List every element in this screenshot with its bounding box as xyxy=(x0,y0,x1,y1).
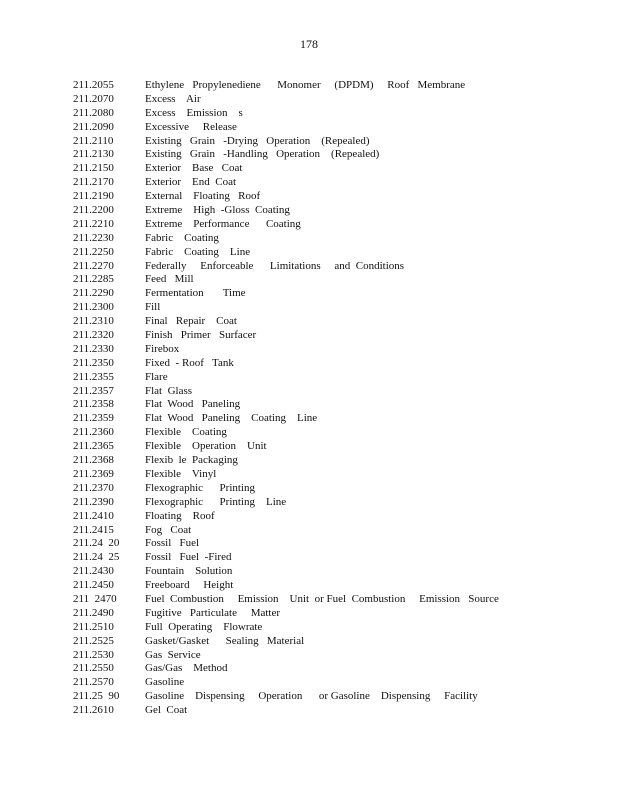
list-item xyxy=(73,107,499,121)
defined-term: Fog Coat xyxy=(145,523,192,536)
defined-term: External Floating Roof xyxy=(145,190,261,203)
list-item xyxy=(73,510,499,524)
list-item xyxy=(73,662,499,676)
section-number: 211.2365 xyxy=(73,440,114,453)
section-number: 211.2450 xyxy=(73,579,114,592)
section-number: 211.2190 xyxy=(73,190,114,203)
defined-term: Fuel Combustion Emission Unit or Fuel Combustion Emission Source xyxy=(145,592,499,605)
section-number: 211.2130 xyxy=(73,148,114,161)
section-number: 211.2300 xyxy=(73,301,114,314)
section-number: 211.2350 xyxy=(73,356,114,369)
defined-term: Fossil Fuel xyxy=(145,537,200,550)
list-item xyxy=(73,551,499,565)
section-number: 211.2368 xyxy=(73,454,114,467)
defined-term: Flat Glass xyxy=(145,384,193,397)
list-item xyxy=(73,579,499,593)
list-item xyxy=(73,676,499,690)
list-item xyxy=(73,121,499,135)
list-item xyxy=(73,468,499,482)
section-number: 211.2530 xyxy=(73,648,114,661)
defined-term: Freeboard Height xyxy=(145,579,234,592)
section-number: 211.2330 xyxy=(73,342,114,355)
list-item xyxy=(73,79,499,93)
list-item xyxy=(73,343,499,357)
section-number: 211.2310 xyxy=(73,315,114,328)
list-item xyxy=(73,218,499,232)
section-number: 211.2390 xyxy=(73,495,114,508)
section-number: 211.2055 xyxy=(73,79,114,91)
section-number: 211.25 90 xyxy=(73,690,120,703)
defined-term: Existing Grain -Drying Operation (Repealed) xyxy=(145,134,370,147)
section-number: 211.2170 xyxy=(73,176,114,189)
section-number: 211.2490 xyxy=(73,606,114,619)
defined-term: Fossil Fuel -Fired xyxy=(145,551,232,564)
section-number: 211.2525 xyxy=(73,634,114,647)
defined-term: Flexographic Printing Line xyxy=(145,495,287,508)
section-number: 211.2080 xyxy=(73,106,114,119)
list-item xyxy=(73,496,499,510)
defined-term: Extreme Performance Coating xyxy=(145,217,301,230)
defined-term: Gel Coat xyxy=(145,704,188,717)
list-item xyxy=(73,426,499,440)
list-item xyxy=(73,148,499,162)
section-number: 211.2415 xyxy=(73,523,114,536)
list-item xyxy=(73,621,499,635)
defined-term: Exterior End Coat xyxy=(145,176,237,189)
list-item xyxy=(73,176,499,190)
section-number: 211 2470 xyxy=(73,592,117,605)
list-item xyxy=(73,454,499,468)
section-number: 211.2360 xyxy=(73,426,114,439)
list-item xyxy=(73,287,499,301)
list-item xyxy=(73,412,499,426)
defined-term: Excessive Release xyxy=(145,120,237,133)
defined-term: Fill xyxy=(145,301,161,314)
defined-term: Fermentation Time xyxy=(145,287,246,300)
section-number: 211.2430 xyxy=(73,565,114,578)
defined-term: Fugitive Particulate Matter xyxy=(145,606,281,619)
defined-term: Flat Wood Paneling Coating Line xyxy=(145,412,318,425)
defined-term: Fixed - Roof Tank xyxy=(145,356,234,369)
list-item xyxy=(73,93,499,107)
list-item xyxy=(73,440,499,454)
section-number: 211.24 20 xyxy=(73,537,120,550)
defined-term: Flexible Coating xyxy=(145,426,227,439)
defined-term: Firebox xyxy=(145,342,180,355)
section-number: 211.2070 xyxy=(73,92,114,105)
defined-term: Gas/Gas Method xyxy=(145,662,228,675)
section-number: 211.2610 xyxy=(73,704,114,717)
list-item xyxy=(73,273,499,287)
defined-term: Floating Roof xyxy=(145,509,215,522)
defined-term: Ethylene Propylenediene Monomer (DPDM) Roof Membrane xyxy=(145,79,466,91)
section-number: 211.2510 xyxy=(73,620,114,633)
defined-term: Gas Service xyxy=(145,648,201,661)
section-number: 211.2150 xyxy=(73,162,114,175)
defined-term: Final Repair Coat xyxy=(145,315,237,328)
section-number: 211.2369 xyxy=(73,467,114,480)
section-number: 211.2410 xyxy=(73,509,114,522)
section-number: 211.2290 xyxy=(73,287,114,300)
list-item xyxy=(73,162,499,176)
list-item xyxy=(73,565,499,579)
section-number: 211.2110 xyxy=(73,134,114,147)
page-number: 178 xyxy=(300,37,318,51)
section-number: 211.2359 xyxy=(73,412,114,425)
defined-term: Gasoline xyxy=(145,676,185,689)
list-item xyxy=(73,246,499,260)
list-item xyxy=(73,593,499,607)
list-item xyxy=(73,690,499,704)
defined-term: Gasket/Gasket Sealing Material xyxy=(145,634,305,647)
list-item xyxy=(73,704,499,718)
defined-term: Flare xyxy=(145,370,168,383)
list-item xyxy=(73,329,499,343)
defined-term: Feed Mill xyxy=(145,273,194,286)
defined-term: Finish Primer Surfacer xyxy=(145,329,257,342)
defined-term: Flexographic Printing xyxy=(145,481,255,494)
section-number: 211.2358 xyxy=(73,398,114,411)
section-number: 211.2270 xyxy=(73,259,114,272)
section-number: 211.2355 xyxy=(73,370,114,383)
section-number: 211.2200 xyxy=(73,204,114,217)
section-number: 211.2090 xyxy=(73,120,114,133)
section-number: 211.2285 xyxy=(73,273,114,286)
defined-term: Excess Emission s xyxy=(145,106,243,119)
list-item xyxy=(73,524,499,538)
list-item xyxy=(73,232,499,246)
list-item xyxy=(73,398,499,412)
list-item xyxy=(73,315,499,329)
defined-term: Flexible Vinyl xyxy=(145,467,217,480)
defined-term: Existing Grain -Handling Operation (Repealed) xyxy=(145,148,380,161)
defined-term: Full Operating Flowrate xyxy=(145,620,263,633)
section-number: 211.2320 xyxy=(73,329,114,342)
defined-term: Fabric Coating xyxy=(145,231,219,244)
defined-term: Fountain Solution xyxy=(145,565,233,578)
list-item xyxy=(73,190,499,204)
defined-term: Flexib le Packaging xyxy=(145,454,238,467)
section-number: 211.2357 xyxy=(73,384,114,397)
defined-term: Extreme High -Gloss Coating xyxy=(145,204,290,217)
section-number: 211.2250 xyxy=(73,245,114,258)
section-number: 211.2570 xyxy=(73,676,114,689)
list-item xyxy=(73,385,499,399)
section-number: 211.24 25 xyxy=(73,551,120,564)
list-item xyxy=(73,204,499,218)
defined-term: Flexible Operation Unit xyxy=(145,440,267,453)
defined-term: Gasoline Dispensing Operation or Gasoline Dispensing Facility xyxy=(145,690,478,703)
list-item xyxy=(73,649,499,663)
list-item xyxy=(73,635,499,649)
defined-term: Federally Enforceable Limitations and Conditions xyxy=(145,259,405,272)
list-item xyxy=(73,482,499,496)
defined-term: Exterior Base Coat xyxy=(145,162,243,175)
section-number: 211.2550 xyxy=(73,662,114,675)
list-item xyxy=(73,260,499,274)
list-item xyxy=(73,607,499,621)
list-item xyxy=(73,135,499,149)
section-number: 211.2370 xyxy=(73,481,114,494)
defined-term: Flat Wood Paneling xyxy=(145,398,241,411)
section-number: 211.2230 xyxy=(73,231,114,244)
defined-term: Fabric Coating Line xyxy=(145,245,251,258)
list-item xyxy=(73,371,499,385)
list-item xyxy=(73,301,499,315)
list-item xyxy=(73,357,499,371)
section-number: 211.2210 xyxy=(73,217,114,230)
definitions-list xyxy=(73,79,499,718)
list-item xyxy=(73,537,499,551)
defined-term: Excess Air xyxy=(145,92,201,105)
